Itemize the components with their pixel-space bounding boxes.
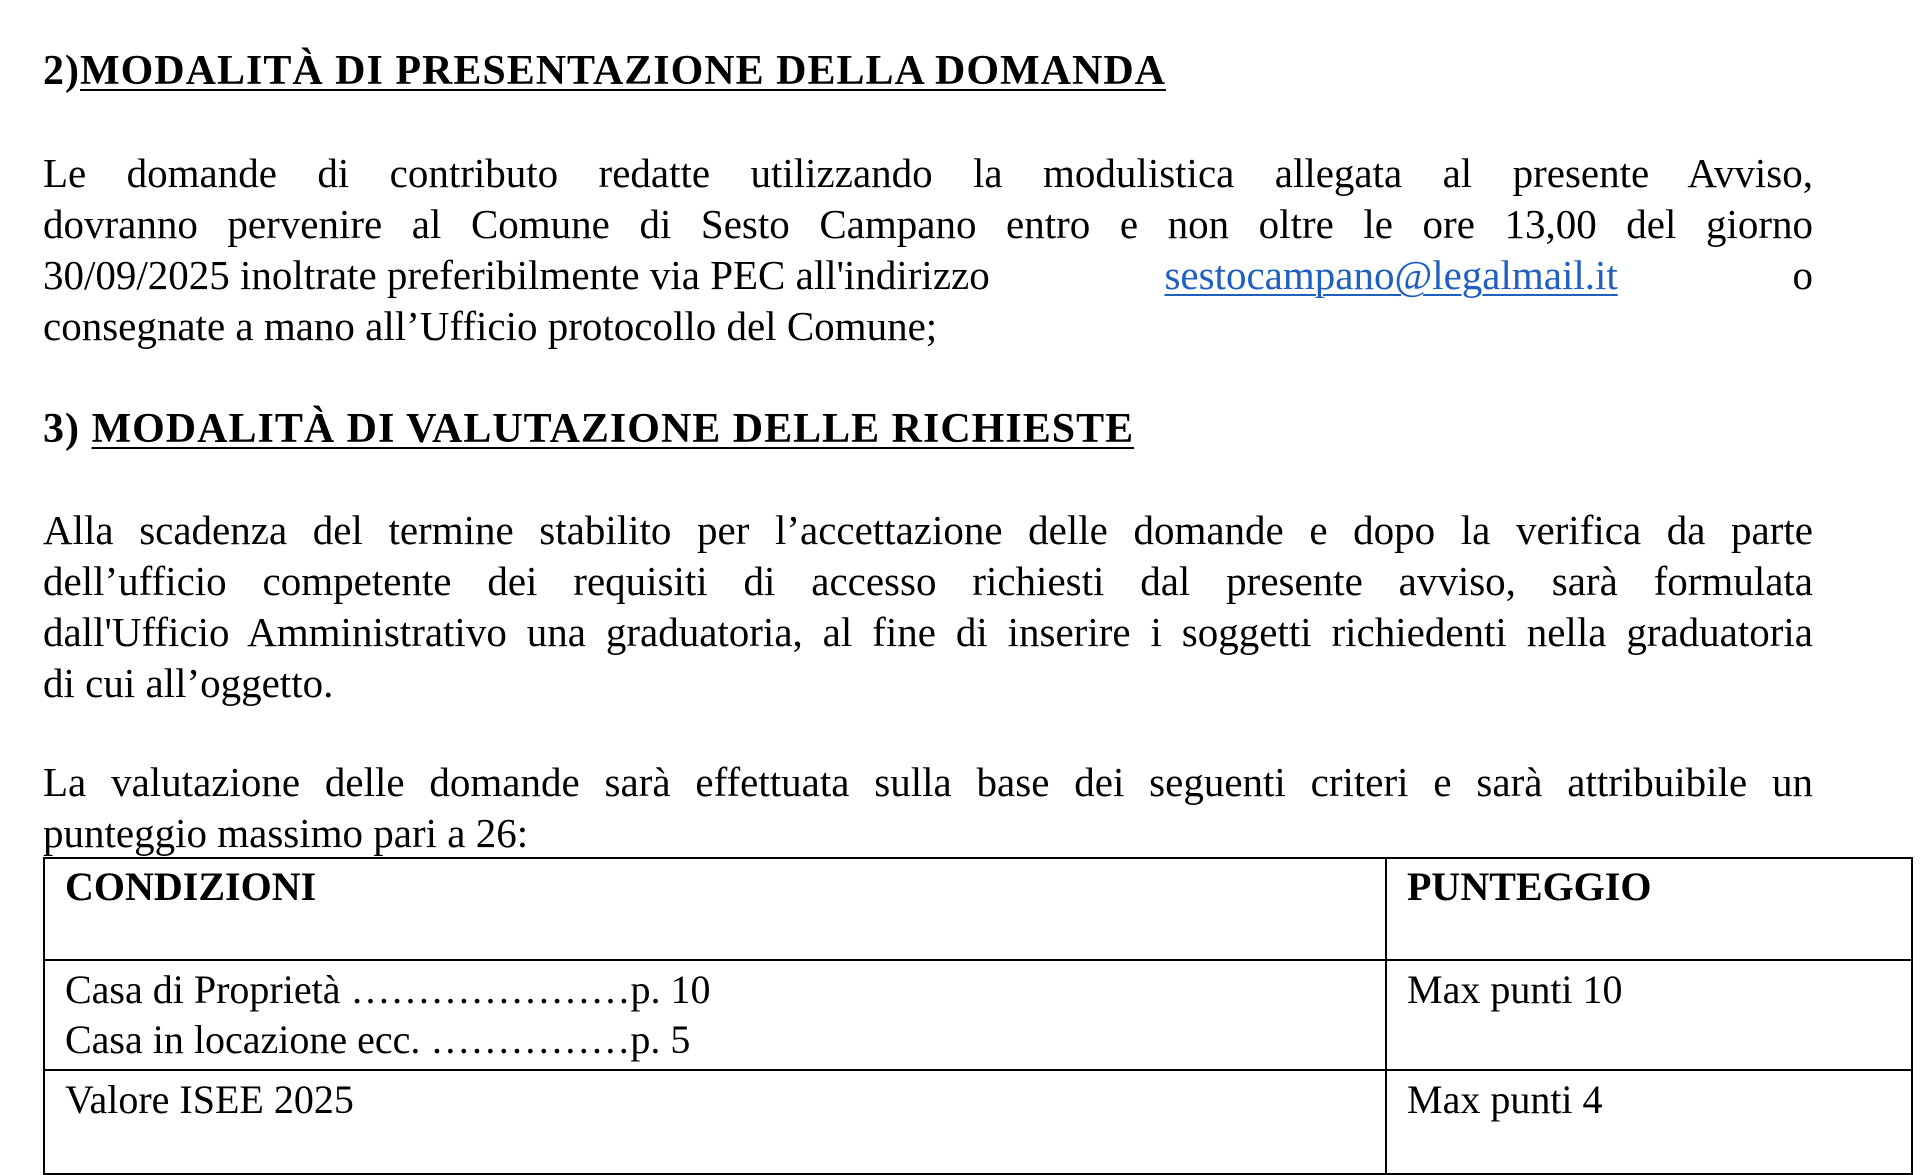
table-cell-condition	[44, 960, 1386, 1070]
table-header-cell: PUNTEGGIO	[1386, 858, 1912, 960]
section-2-heading	[43, 50, 1166, 92]
criteria-table	[43, 857, 1913, 1175]
condition-line: Casa di Proprietà …………………p. 10	[65, 967, 711, 1012]
section-2-title: MODALITÀ DI PRESENTAZIONE DELLA DOMANDA	[80, 48, 1167, 94]
table-header-cell: CONDIZIONI	[44, 858, 1386, 960]
paragraph-text: o	[1792, 252, 1813, 298]
section-2-number: 2)	[43, 48, 80, 94]
table-cell-condition	[44, 1070, 1386, 1174]
paragraph-line: consegnate a mano all’Ufficio protocollo del Comune;	[43, 303, 938, 349]
table-row	[44, 1070, 1912, 1174]
score-text: Max punti 10	[1407, 967, 1623, 1012]
paragraph-line-justified	[43, 250, 1813, 301]
section-3-paragraph-2	[43, 757, 1813, 859]
paragraph-line: dall'Ufficio Amministrativo una graduatoria, al fine di inserire i soggetti richiedenti nella graduatoria	[43, 609, 1813, 655]
section-3-title: MODALITÀ DI VALUTAZIONE DELLE RICHIESTE	[91, 406, 1135, 452]
condition-line: Valore ISEE 2025	[65, 1077, 354, 1122]
paragraph-line: punteggio massimo pari a 26:	[43, 810, 529, 856]
section-3-number: 3)	[43, 406, 80, 452]
section-3-heading	[43, 408, 1134, 450]
score-text: Max punti 4	[1407, 1077, 1603, 1122]
pec-email-link[interactable]: sestocampano@legalmail.it	[1164, 252, 1618, 298]
paragraph-line	[43, 250, 1813, 301]
table-row	[44, 960, 1912, 1070]
paragraph-line: dell’ufficio competente dei requisiti di accesso richiesti dal presente avviso, sarà formulata	[43, 558, 1813, 604]
paragraph-line: dovranno pervenire al Comune di Sesto Campano entro e non oltre le ore 13,00 del giorno	[43, 201, 1813, 247]
table-header-row	[44, 858, 1912, 960]
paragraph-text: 30/09/2025 inoltrate preferibilmente via PEC all'indirizzo	[43, 252, 990, 298]
section-3-paragraph-1	[43, 505, 1813, 709]
paragraph-line: Le domande di contributo redatte utilizzando la modulistica allegata al presente Avviso,	[43, 150, 1813, 196]
paragraph-line: Alla scadenza del termine stabilito per l’accettazione delle domande e dopo la verifica da parte	[43, 507, 1813, 553]
paragraph-line: La valutazione delle domande sarà effettuata sulla base dei seguenti criteri e sarà attribuibile un	[43, 759, 1813, 805]
section-2-paragraph	[43, 148, 1813, 352]
table-cell-score	[1386, 1070, 1912, 1174]
condition-line: Casa in locazione ecc. ……………p. 5	[65, 1017, 691, 1062]
table-cell-score	[1386, 960, 1912, 1070]
paragraph-line: di cui all’oggetto.	[43, 660, 334, 706]
